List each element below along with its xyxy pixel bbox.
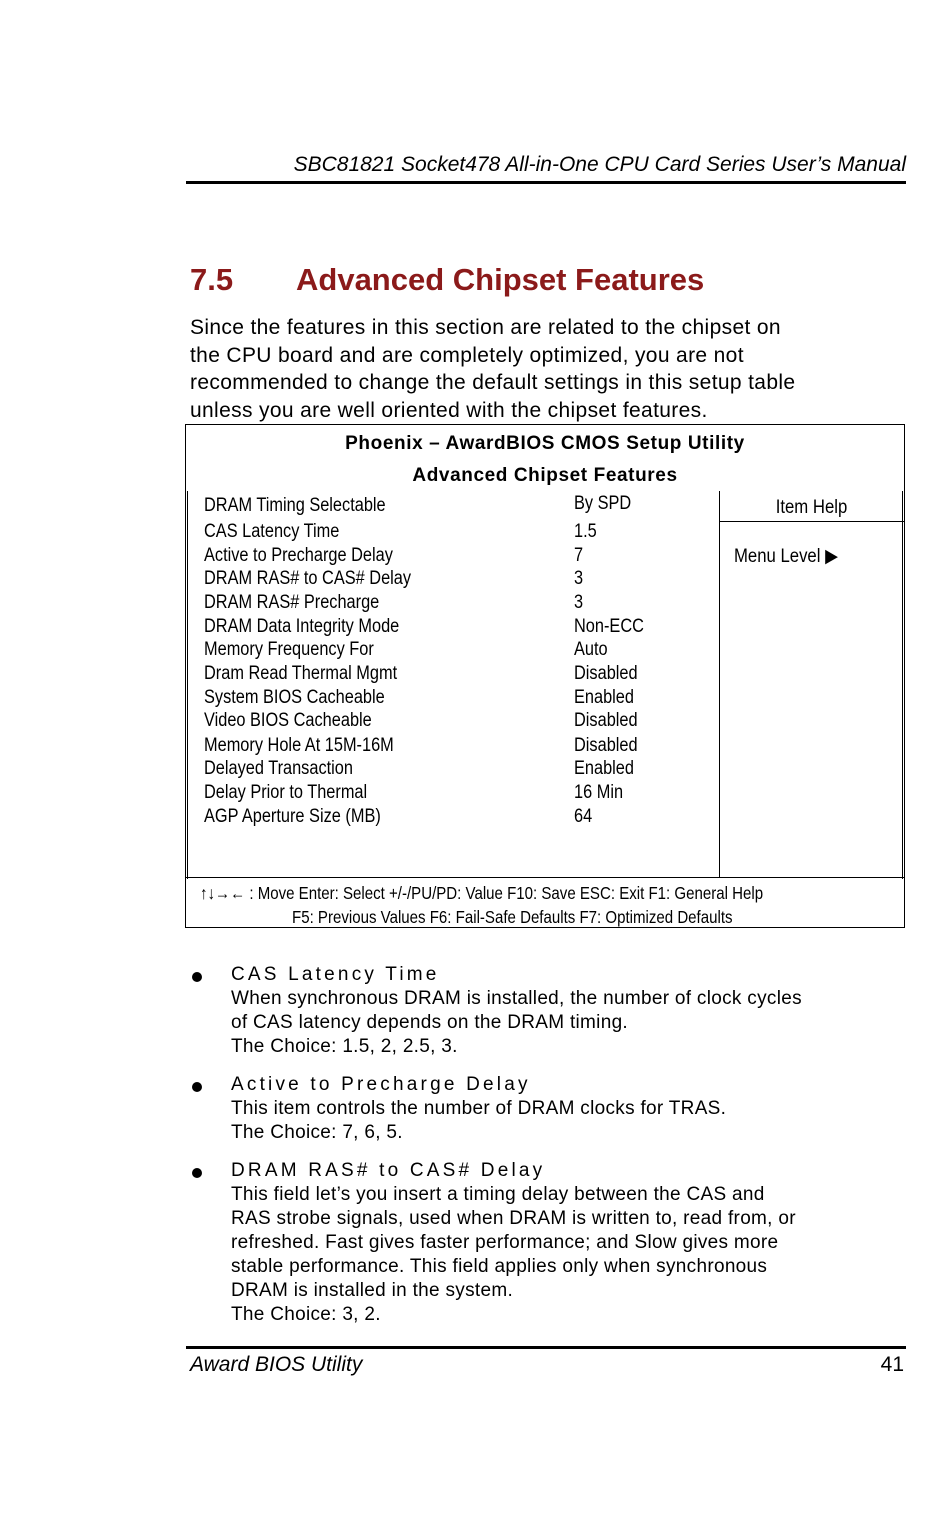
setting-value[interactable]: 3	[574, 592, 584, 613]
help-menu-level: Menu Level ▶	[734, 546, 838, 567]
setting-value[interactable]: By SPD	[574, 493, 632, 514]
setting-name: DRAM Timing Selectable	[204, 495, 386, 516]
intro-line: unless you are well oriented with the chipset features.	[190, 398, 708, 422]
footer-rule	[186, 1346, 906, 1349]
setting-name: Memory Hole At 15M-16M	[204, 735, 394, 756]
setting-name: Memory Frequency For	[204, 639, 374, 660]
setting-name: DRAM Data Integrity Mode	[204, 616, 400, 637]
setting-name: AGP Aperture Size (MB)	[204, 806, 381, 827]
help-title: Item Help	[775, 497, 848, 518]
setting-name: System BIOS Cacheable	[204, 687, 385, 708]
section-number: 7.5	[190, 262, 234, 297]
setting-name: Delayed Transaction	[204, 758, 353, 779]
section-title: Advanced Chipset Features	[296, 262, 705, 297]
setting-value[interactable]: 1.5	[574, 521, 597, 542]
bios-screen	[185, 424, 905, 928]
key-legend-line2: F5: Previous Values F6: Fail-Safe Defaults F7: Optimized Defaults	[292, 907, 733, 927]
item-line: RAS strobe signals, used when DRAM is written to, read from, or	[231, 1208, 796, 1229]
header-rule	[186, 181, 906, 184]
setting-name: Dram Read Thermal Mgmt	[204, 663, 398, 684]
item-title: Active to Precharge Delay	[231, 1074, 531, 1095]
item-body	[231, 1097, 726, 1145]
setting-value[interactable]: Enabled	[574, 758, 634, 779]
setting-value[interactable]: Disabled	[574, 663, 638, 684]
bios-divider	[719, 491, 720, 877]
setting-name: Delay Prior to Thermal	[204, 782, 368, 803]
setting-value[interactable]: Disabled	[574, 735, 638, 756]
setting-value[interactable]: Non-ECC	[574, 616, 644, 637]
item-line: refreshed. Fast gives faster performance; and Slow gives more	[231, 1232, 779, 1253]
item-line: of CAS latency depends on the DRAM timing.	[231, 1012, 629, 1033]
page-number: 41	[880, 1353, 904, 1376]
setting-value[interactable]: Enabled	[574, 687, 634, 708]
bios-right-border	[902, 491, 905, 879]
setting-name: Active to Precharge Delay	[204, 545, 393, 566]
item-line: stable performance. This field applies only when synchronous	[231, 1256, 768, 1277]
setting-name: DRAM RAS# Precharge	[204, 592, 380, 613]
intro-line: Since the features in this section are related to the chipset on	[190, 316, 781, 339]
item-line: DRAM is installed in the system.	[231, 1280, 514, 1301]
bullet-icon	[192, 972, 202, 982]
item-line: This field let’s you insert a timing delay between the CAS and	[231, 1184, 765, 1205]
setting-name: CAS Latency Time	[204, 521, 340, 542]
item-body	[231, 1183, 796, 1327]
item-title: CAS Latency Time	[231, 964, 440, 985]
setting-value[interactable]: Auto	[574, 639, 608, 660]
item-title: DRAM RAS# to CAS# Delay	[231, 1160, 546, 1181]
bios-page-title: Advanced Chipset Features	[412, 465, 678, 486]
item-line: When synchronous DRAM is installed, the number of clock cycles	[231, 988, 802, 1009]
intro-line: recommended to change the default settings in this setup table	[190, 371, 796, 394]
setting-value[interactable]: Disabled	[574, 710, 638, 731]
bios-left-border	[185, 491, 188, 879]
item-line: This item controls the number of DRAM clocks for TRAS.	[231, 1098, 727, 1119]
intro-line: the CPU board and are completely optimized, you are not	[190, 343, 744, 367]
page-header-title: SBC81821 Socket478 All-in-One CPU Card Series User’s Manual	[293, 153, 906, 176]
setting-value[interactable]: 7	[574, 545, 584, 566]
bullet-icon	[192, 1168, 202, 1178]
setting-name: Video BIOS Cacheable	[204, 710, 372, 731]
intro-paragraph	[190, 314, 910, 424]
item-body	[231, 987, 802, 1059]
footer-chapter: Award BIOS Utility	[190, 1353, 363, 1376]
setting-value[interactable]: 16 Min	[574, 782, 624, 803]
setting-value[interactable]: 3	[574, 568, 584, 589]
item-line: The Choice: 1.5, 2, 2.5, 3.	[231, 1036, 458, 1057]
item-line: The Choice: 7, 6, 5.	[231, 1122, 403, 1143]
bullet-icon	[192, 1082, 202, 1092]
help-underline	[719, 521, 904, 522]
setting-name: DRAM RAS# to CAS# Delay	[204, 568, 412, 589]
setting-value[interactable]: 64	[574, 806, 593, 827]
bios-utility-title: Phoenix – AwardBIOS CMOS Setup Utility	[345, 433, 745, 454]
bios-bottom-rule	[186, 877, 904, 878]
key-legend-line1: ↑↓→← : Move Enter: Select +/-/PU/PD: Value F10: Save ESC: Exit F1: General Help	[200, 883, 764, 903]
item-line: The Choice: 3, 2.	[231, 1304, 381, 1325]
